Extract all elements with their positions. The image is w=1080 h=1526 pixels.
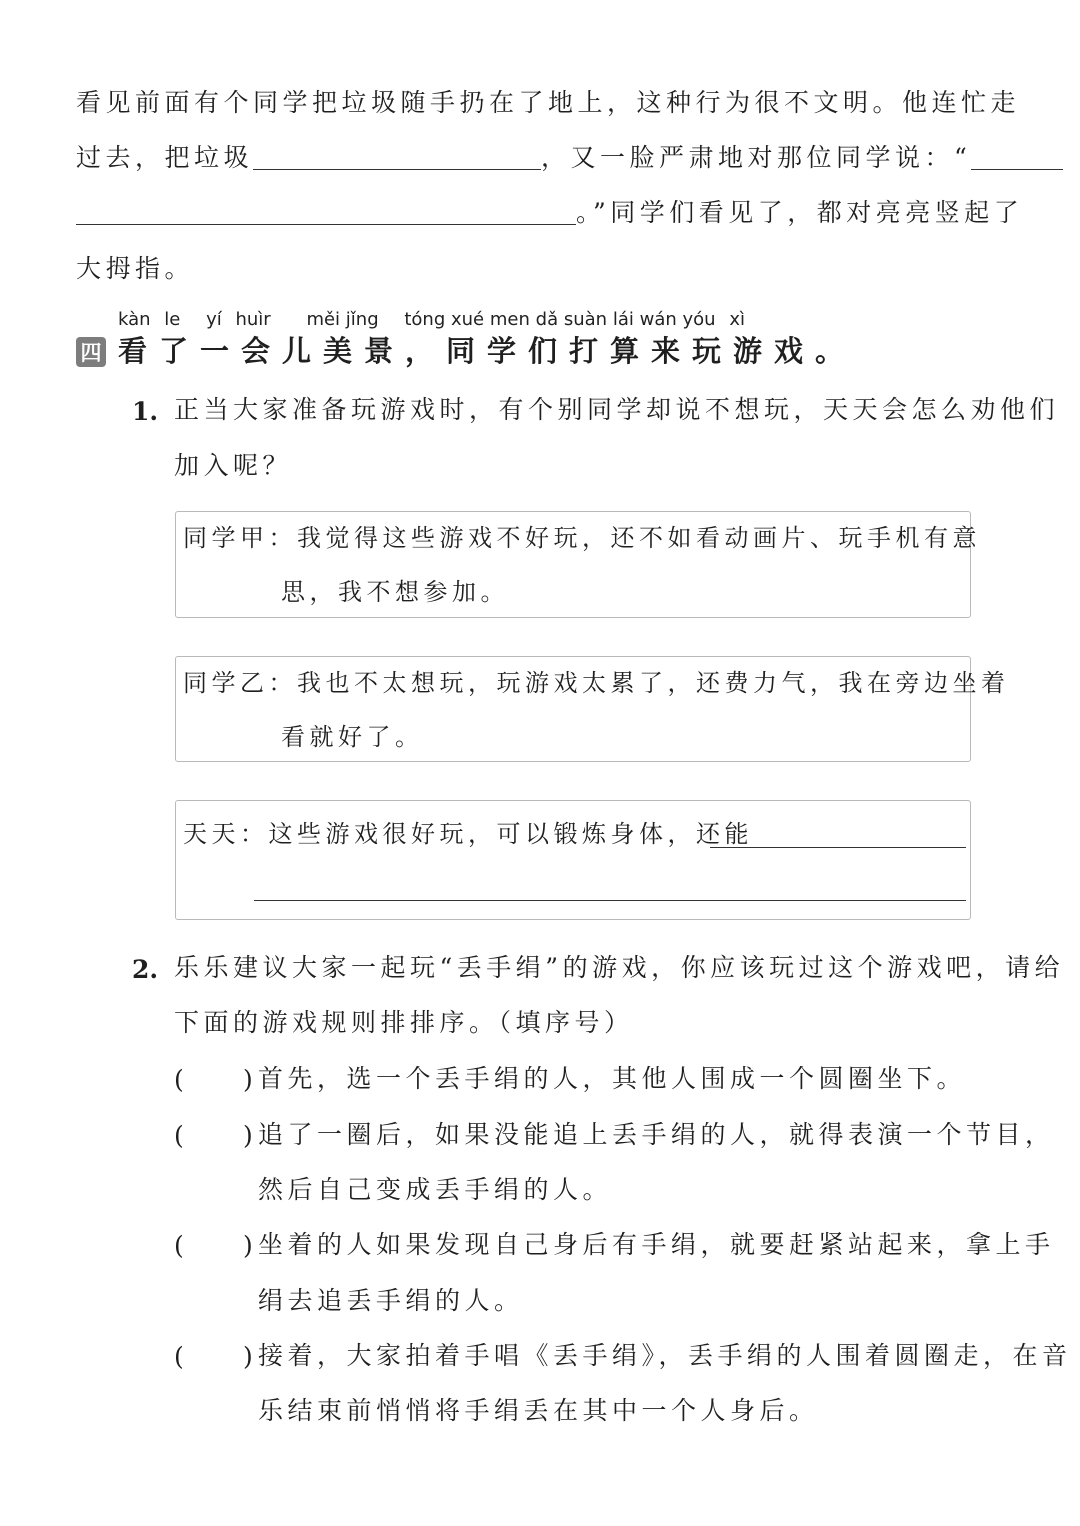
pinyin-syllable: yóu	[682, 309, 716, 330]
passage-text: 。”同学们看见了，都对亮亮竖起了	[576, 198, 1024, 227]
rule-step-text: 然后自己变成丢手绢的人。	[258, 1175, 613, 1204]
rule-step-text: 乐结束前悄悄将手绢丢在其中一个人身后。	[258, 1396, 819, 1425]
dialogue-text: 思，我不想参加。	[281, 578, 509, 606]
section-number-icon: 四	[76, 337, 106, 367]
pinyin-syllable: měi	[306, 309, 341, 330]
dialogue-text: 同学甲：我觉得这些游戏不好玩，还不如看动画片、玩手机有意	[183, 524, 981, 552]
passage-line-3	[76, 200, 1023, 225]
pinyin-syllable: jǐng	[345, 309, 379, 330]
question-number: 2.	[132, 955, 159, 984]
passage-text: ，又一脸严肃地对那位同学说：“	[541, 143, 972, 172]
answer-blank-persuade-2[interactable]	[254, 900, 966, 901]
rule-step-text: 接着，大家拍着手唱《丢手绢》，丢手绢的人围着圆圈走，在音	[258, 1341, 1072, 1370]
pinyin-syllable: men	[489, 309, 530, 330]
answer-blank-persuade[interactable]	[710, 847, 966, 848]
answer-blank-speech[interactable]	[76, 200, 576, 225]
passage-line-2	[76, 145, 1063, 170]
rule-step-text: 坐着的人如果发现自己身后有手绢，就要赶紧站起来，拿上手	[258, 1230, 1055, 1259]
order-answer-close: )	[243, 1121, 253, 1150]
order-answer-slot[interactable]	[190, 1337, 242, 1369]
pinyin-syllable: tóng	[404, 309, 446, 330]
question-1-text: 正当大家准备玩游戏时，有个别同学却说不想玩，天天会怎么劝他们	[174, 395, 1060, 424]
pinyin-syllable: xì	[729, 309, 745, 330]
dialogue-box-a	[175, 511, 981, 618]
order-answer-close: )	[243, 1342, 253, 1371]
pinyin-syllable: kàn	[118, 309, 151, 330]
section-pinyin	[118, 309, 745, 330]
rule-step-text: 绢去追丢手绢的人。	[258, 1286, 524, 1315]
dialogue-text: 看就好了。	[281, 723, 424, 751]
pinyin-syllable: wán	[639, 309, 677, 330]
order-answer-open: (	[174, 1231, 184, 1260]
rule-step-text: 首先，选一个丢手绢的人，其他人围成一个圆圈坐下。	[258, 1064, 967, 1093]
passage-text: 过去，把垃圾	[76, 143, 254, 172]
dialogue-box-c	[175, 800, 971, 920]
pinyin-syllable: le	[164, 309, 181, 330]
passage-line-1: 看见前面有个同学把垃圾随手扔在了地上，这种行为很不文明。他连忙走	[76, 88, 1021, 117]
order-answer-slot[interactable]	[190, 1060, 242, 1092]
order-answer-close: )	[243, 1065, 253, 1094]
order-answer-open: (	[174, 1065, 184, 1094]
pinyin-syllable: huìr	[235, 309, 271, 330]
pinyin-syllable: lái	[612, 309, 634, 330]
answer-blank-action[interactable]	[253, 145, 541, 170]
question-2-text: 下面的游戏规则排排序。（填序号）	[174, 1008, 634, 1037]
section-title: 看了一会儿美景，同学们打算来玩游戏。	[118, 334, 857, 368]
passage-line-4: 大拇指。	[76, 254, 195, 283]
pinyin-syllable: suàn	[563, 309, 608, 330]
pinyin-syllable: yí	[206, 309, 222, 330]
dialogue-text: 同学乙：我也不太想玩，玩游戏太累了，还费力气，我在旁边坐着	[183, 669, 1010, 697]
order-answer-open: (	[174, 1342, 184, 1371]
question-number: 1.	[132, 397, 159, 426]
order-answer-slot[interactable]	[190, 1116, 242, 1148]
order-answer-slot[interactable]	[190, 1226, 242, 1258]
order-answer-open: (	[174, 1121, 184, 1150]
dialogue-text: 天天：这些游戏很好玩，可以锻炼身体，还能	[183, 820, 753, 848]
answer-blank-speech-start[interactable]	[971, 145, 1063, 170]
dialogue-box-b	[175, 656, 1010, 762]
question-1-text: 加入呢？	[174, 451, 293, 480]
pinyin-syllable: dǎ	[535, 309, 559, 330]
pinyin-syllable: xué	[451, 309, 485, 330]
question-2-text: 乐乐建议大家一起玩“丢手绢”的游戏，你应该玩过这个游戏吧，请给	[174, 953, 1065, 982]
order-answer-close: )	[243, 1231, 253, 1260]
rule-step-text: 追了一圈后，如果没能追上丢手绢的人，就得表演一个节目，	[258, 1120, 1055, 1149]
